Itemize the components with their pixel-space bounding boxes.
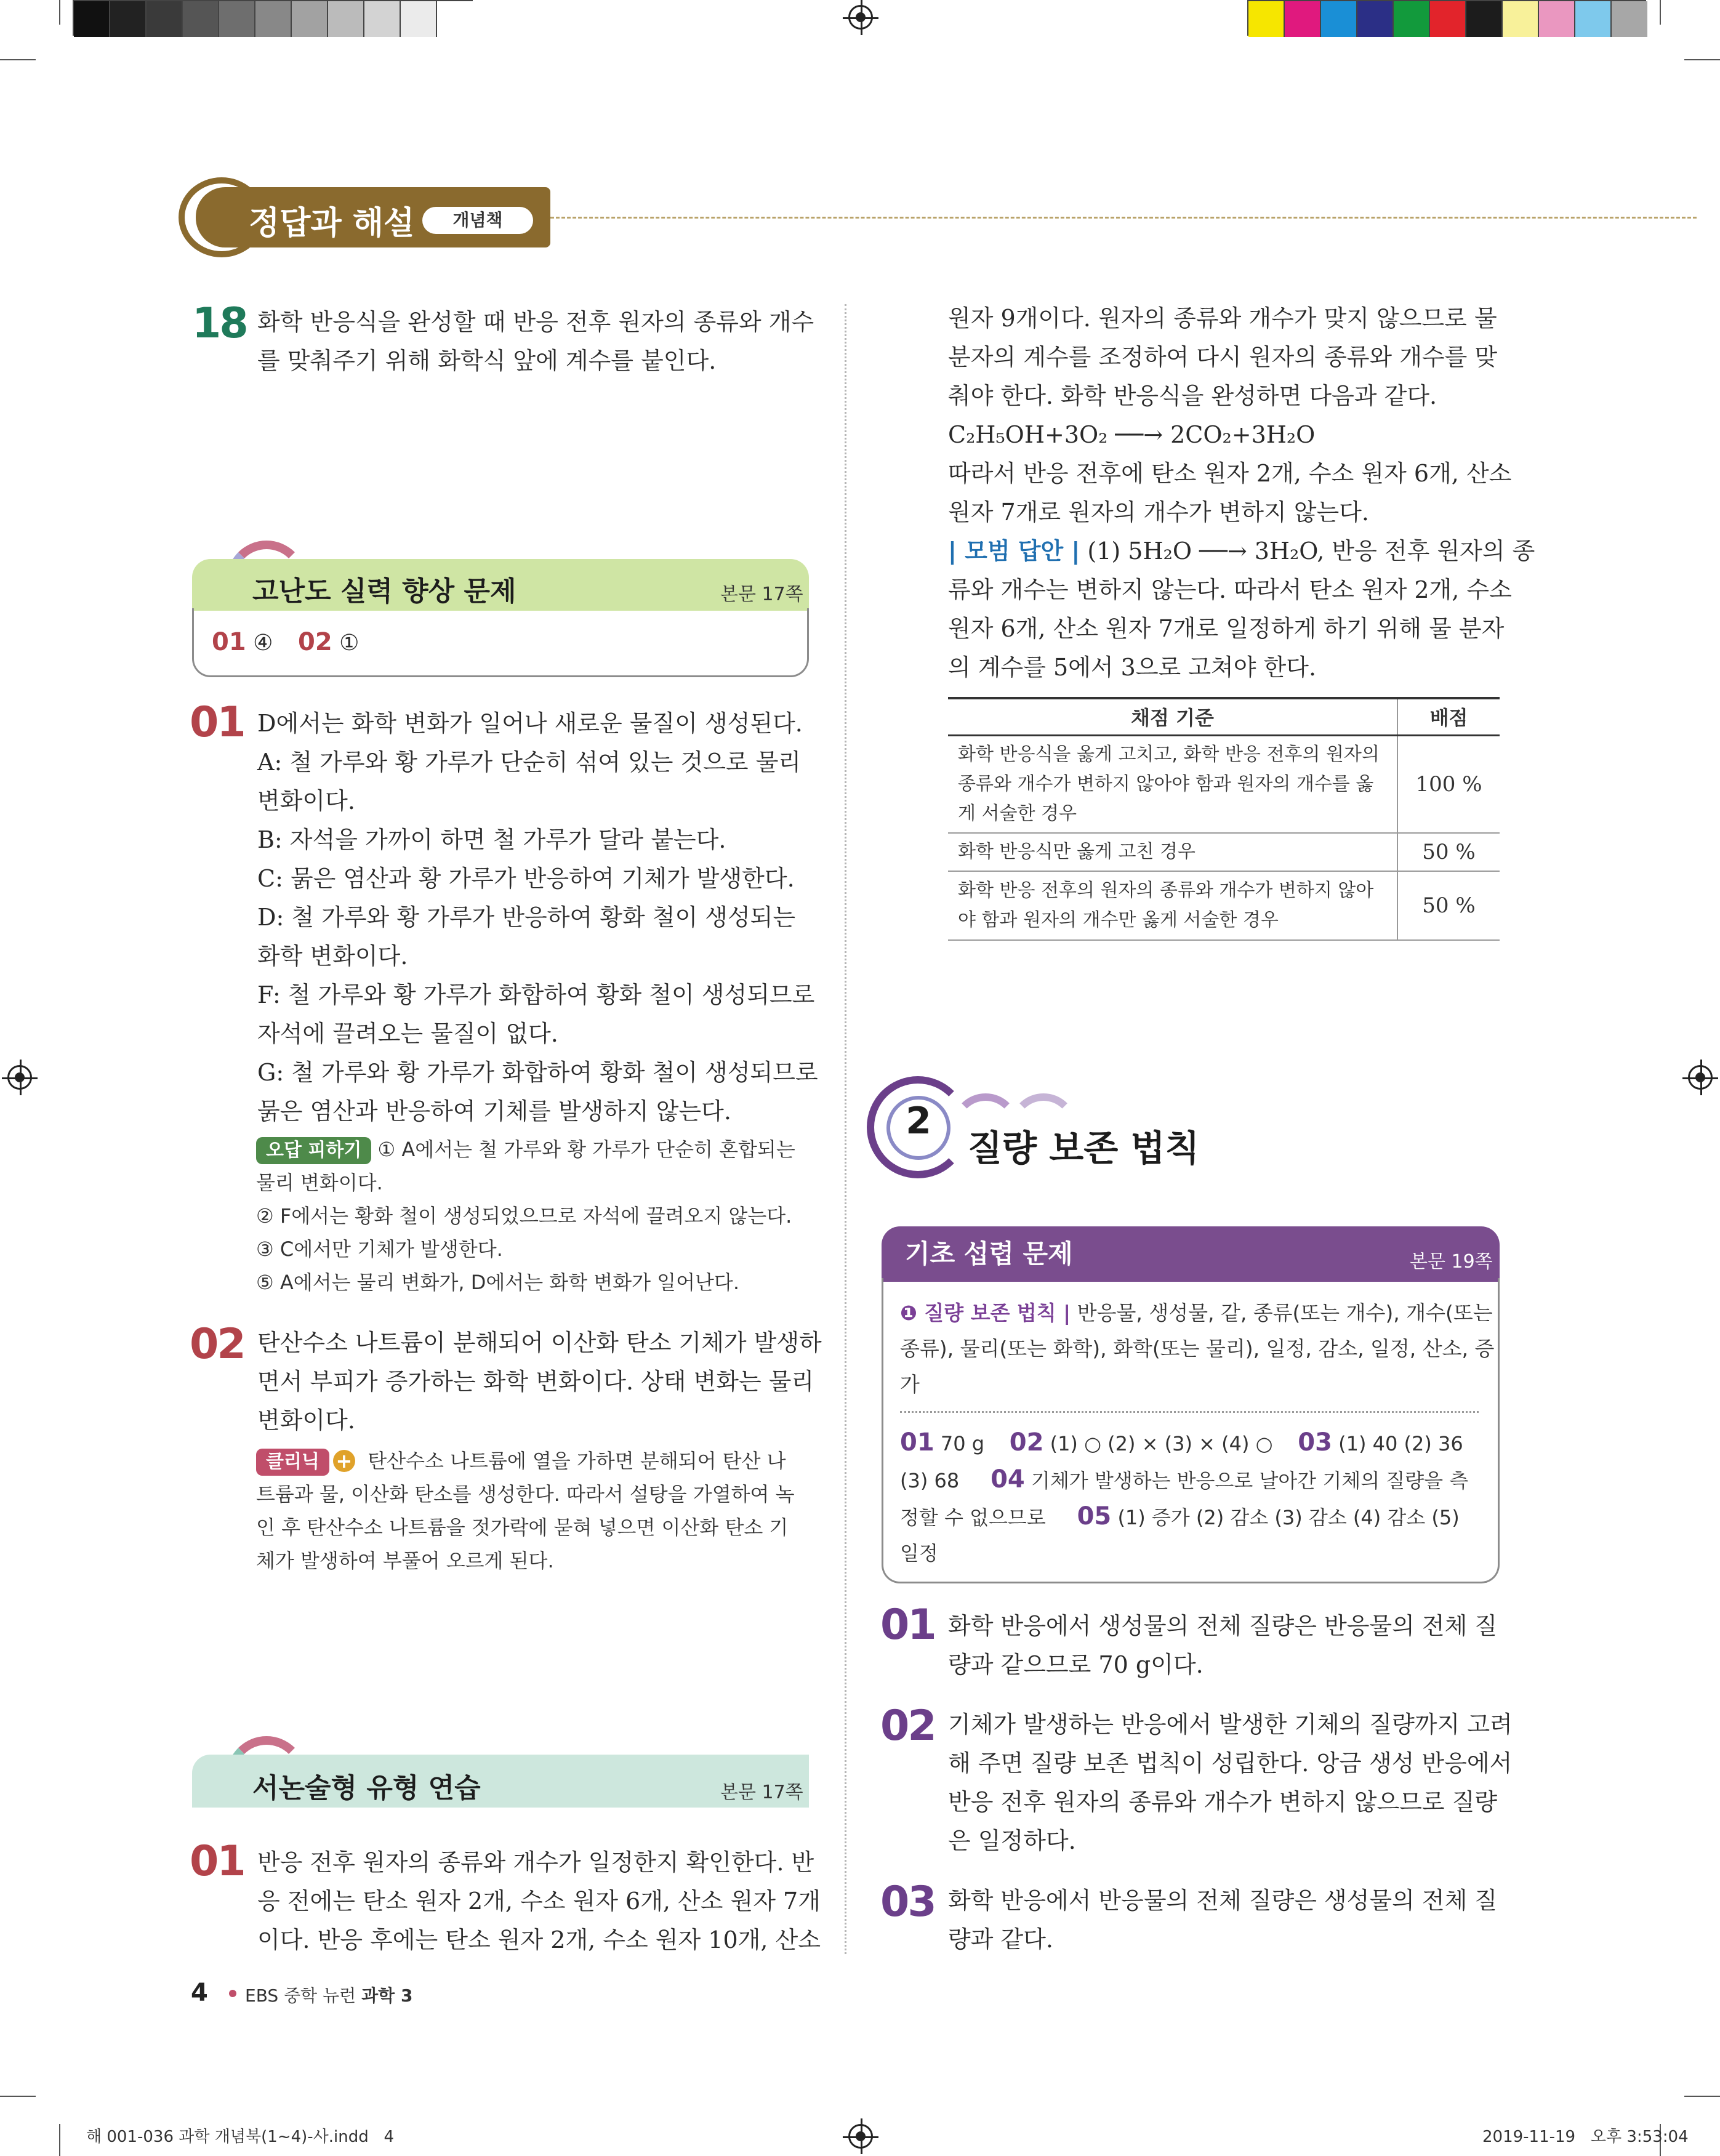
- note-02: 클리닉 + 탄산수소 나트륨에 열을 가하면 분해되어 탄산 나 트륨과 물, 이산화 탄소를 생성한다. 따라서 설탕을 가열하여 녹 인 후 탄산수소 나트륨을 젓가락에 묻혀 넣으면 이산화 탄소 기 체가 발생하여 부풀어 오르게 된다.: [256, 1449, 795, 1572]
- basic-title: 기초 섭렵 문제: [905, 1239, 1073, 1269]
- registration-mark-top: [848, 5, 873, 30]
- question-number-r02: 02: [880, 1702, 935, 1750]
- section-page-essay: 본문 17쪽: [720, 1782, 803, 1803]
- basic-key-summary: ❶ 질량 보존 법칙 | 반응물, 생성물, 같, 종류(또는 개수), 개수(또는 종류), 물리(또는 화학), 화학(또는 물리), 일정, 감소, 일정, 산소, 증 가: [900, 1301, 1495, 1396]
- crop-line: [59, 2124, 60, 2156]
- question-number-01: 01: [190, 698, 244, 747]
- crop-line: [1684, 2096, 1720, 2097]
- footer-file-info: 해 001-036 과학 개념북(1~4)-사.indd 4: [86, 2128, 395, 2146]
- scoring-header-criteria: 채점 기준: [948, 698, 1397, 735]
- crop-line: [0, 59, 36, 60]
- header-rule: [550, 217, 1697, 219]
- chapter-title: 질량 보존 법칙: [968, 1127, 1200, 1169]
- basic-divider: [900, 1411, 1479, 1413]
- registration-mark-bottom: [848, 2124, 873, 2149]
- question-number-02: 02: [190, 1320, 244, 1369]
- plus-icon: +: [333, 1450, 355, 1472]
- print-color-bar-gray: [73, 0, 473, 36]
- essay-continued-text: 원자 9개이다. 원자의 종류와 개수가 맞지 않으므로 물 분자의 계수를 조정하여 다시 원자의 종류와 개수를 맞 춰야 한다. 화학 반응식을 완성하면 다음과 같다. C₂H₅OH+3O₂ ──→ 2CO₂+3H₂O 따라서 반응 전후에 탄소 원자 2개, 수소 원자 6개, 산소 원자 7개로 원자의 개수가 변하지 않는다. | 모범 답안 | (1) 5H₂O ──→ 3H₂O, 반응 전후 원자의 종 류와 개수는 변하지 않는다. 따라서 탄소 원자 2개, 수소 원자 6개, 산소 원자 7개로 일정하게 하기 위해 물 분자 의 계수를 5에서 3으로 고쳐야 한다.: [948, 305, 1535, 681]
- clinic-tag: 클리닉: [256, 1449, 329, 1476]
- crop-line: [1684, 59, 1720, 60]
- section-page-difficult: 본문 17쪽: [720, 584, 803, 605]
- section-title-essay: 서논술형 유형 연습: [252, 1772, 481, 1804]
- answer-r03-text: 화학 반응에서 반응물의 전체 질량은 생성물의 전체 질 량과 같다.: [948, 1887, 1498, 1953]
- table-row: 화학 반응식을 옳게 고치고, 화학 반응 전후의 원자의 종류와 개수가 변하지 않아야 함과 원자의 개수를 옳게 서술한 경우 100 %: [948, 735, 1500, 833]
- column-divider: [845, 304, 846, 1954]
- chapter-number: 2: [906, 1100, 931, 1143]
- crop-line: [59, 0, 60, 25]
- question-number-r03: 03: [880, 1878, 935, 1926]
- header-title: 정답과 해설: [249, 205, 415, 242]
- question-number-18: 18: [192, 299, 247, 348]
- answer-box-difficult: [192, 608, 809, 677]
- answer-02-text: 탄산수소 나트륨이 분해되어 이산화 탄소 기체가 발생하 면서 부피가 증가하는 화학 변화이다. 상태 변화는 물리 변화이다.: [257, 1329, 822, 1434]
- scoring-table: [948, 697, 1500, 941]
- model-answer-label: | 모범 답안 |: [948, 537, 1080, 565]
- answer-r01-text: 화학 반응에서 생성물의 전체 질량은 반응물의 전체 질 량과 같으므로 70 g이다.: [948, 1612, 1498, 1678]
- registration-mark-right: [1688, 1065, 1713, 1090]
- basic-answers: 01 70 g 02 (1) ○ (2) × (3) × (4) ○ 03 (1) 40 (2) 36 (3) 68 04 기체가 발생하는 반응으로 날아간 기체의 질량을 측 정할 수 없으므로 05 (1) 증가 (2) 감소 (3) 감소 (4) 감소 (5) 일정: [900, 1428, 1469, 1565]
- key-summary-label: ❶ 질량 보존 법칙 |: [900, 1301, 1071, 1325]
- registration-mark-left: [7, 1065, 32, 1090]
- crop-line: [1660, 0, 1661, 25]
- answer-difficult-01: 01 ④: [212, 628, 273, 656]
- answer-r02-text: 기체가 발생하는 반응에서 발생한 기체의 질량까지 고려 해 주면 질량 보존 법칙이 성립한다. 앙금 생성 반응에서 반응 전후 원자의 종류와 개수가 변하지 않으므로 질량 은 일정하다.: [948, 1711, 1513, 1854]
- scoring-header-points: 배점: [1397, 698, 1500, 735]
- section-title-difficult: 고난도 실력 향상 문제: [252, 576, 516, 607]
- note-01: 오답 피하기 ① A에서는 철 가루와 황 가루가 단순히 혼합되는 물리 변화이다. ② F에서는 황화 철이 생성되었으므로 자석에 끌려오지 않는다. ③ C에서만 기체가 발생한다. ⑤ A에서는 물리 변화가, D에서는 화학 변화가 일어난다.: [256, 1138, 795, 1294]
- answer-01-essay-text: 반응 전후 원자의 종류와 개수가 일정한지 확인한다. 반 응 전에는 탄소 원자 2개, 수소 원자 6개, 산소 원자 7개 이다. 반응 후에는 탄소 원자 2개, 수소 원자 10개, 산소: [257, 1849, 821, 1953]
- footer-timestamp: 2019-11-19 오후 3:53:04: [1482, 2128, 1689, 2146]
- question-number-r01: 01: [880, 1601, 935, 1649]
- footer-bullet: [229, 1990, 236, 1997]
- crop-line: [0, 2096, 36, 2097]
- basic-page: 본문 19쪽: [1410, 1251, 1493, 1273]
- answer-18-text: 화학 반응식을 완성할 때 반응 전후 원자의 종류와 개수 를 맞춰주기 위해 화학식 앞에 계수를 붙인다.: [257, 308, 814, 374]
- chemical-equation: C₂H₅OH+3O₂ ──→ 2CO₂+3H₂O: [948, 421, 1316, 448]
- wrong-answer-tag: 오답 피하기: [256, 1137, 371, 1164]
- footer-book: EBS 중학 뉴런 과학 3: [245, 1985, 413, 2006]
- answer-difficult-02: 02 ①: [298, 628, 360, 656]
- answer-01-text: D에서는 화학 변화가 일어나 새로운 물질이 생성된다. A: 철 가루와 황 가루가 단순히 섞여 있는 것으로 물리 변화이다. B: 자석을 가까이 하면 철 가루가 달라 붙는다. C: 묽은 염산과 황 가루가 반응하여 기체가 발생한다. D: 철 가루와 황 가루가 반응하여 황화 철이 생성되는 화학 변화이다. F: 철 가루와 황 가루가 화합하여 황화 철이 생성되므로 자석에 끌려오는 물질이 없다. G: 철 가루와 황 가루가 화합하여 황화 철이 생성되므로 묽은 염산과 반응하여 기체를 발생하지 않는다.: [257, 710, 818, 1125]
- table-row: 화학 반응 전후의 원자의 종류와 개수가 변하지 않아야 함과 원자의 개수만 옳게 서술한 경우 50 %: [948, 871, 1500, 940]
- table-row: 화학 반응식만 옳게 고친 경우 50 %: [948, 833, 1500, 871]
- print-color-bar-cmyk: [1247, 0, 1646, 36]
- header-badge: 개념책: [422, 207, 533, 234]
- page-number: 4: [191, 1979, 208, 2007]
- question-number-01-essay: 01: [190, 1837, 244, 1886]
